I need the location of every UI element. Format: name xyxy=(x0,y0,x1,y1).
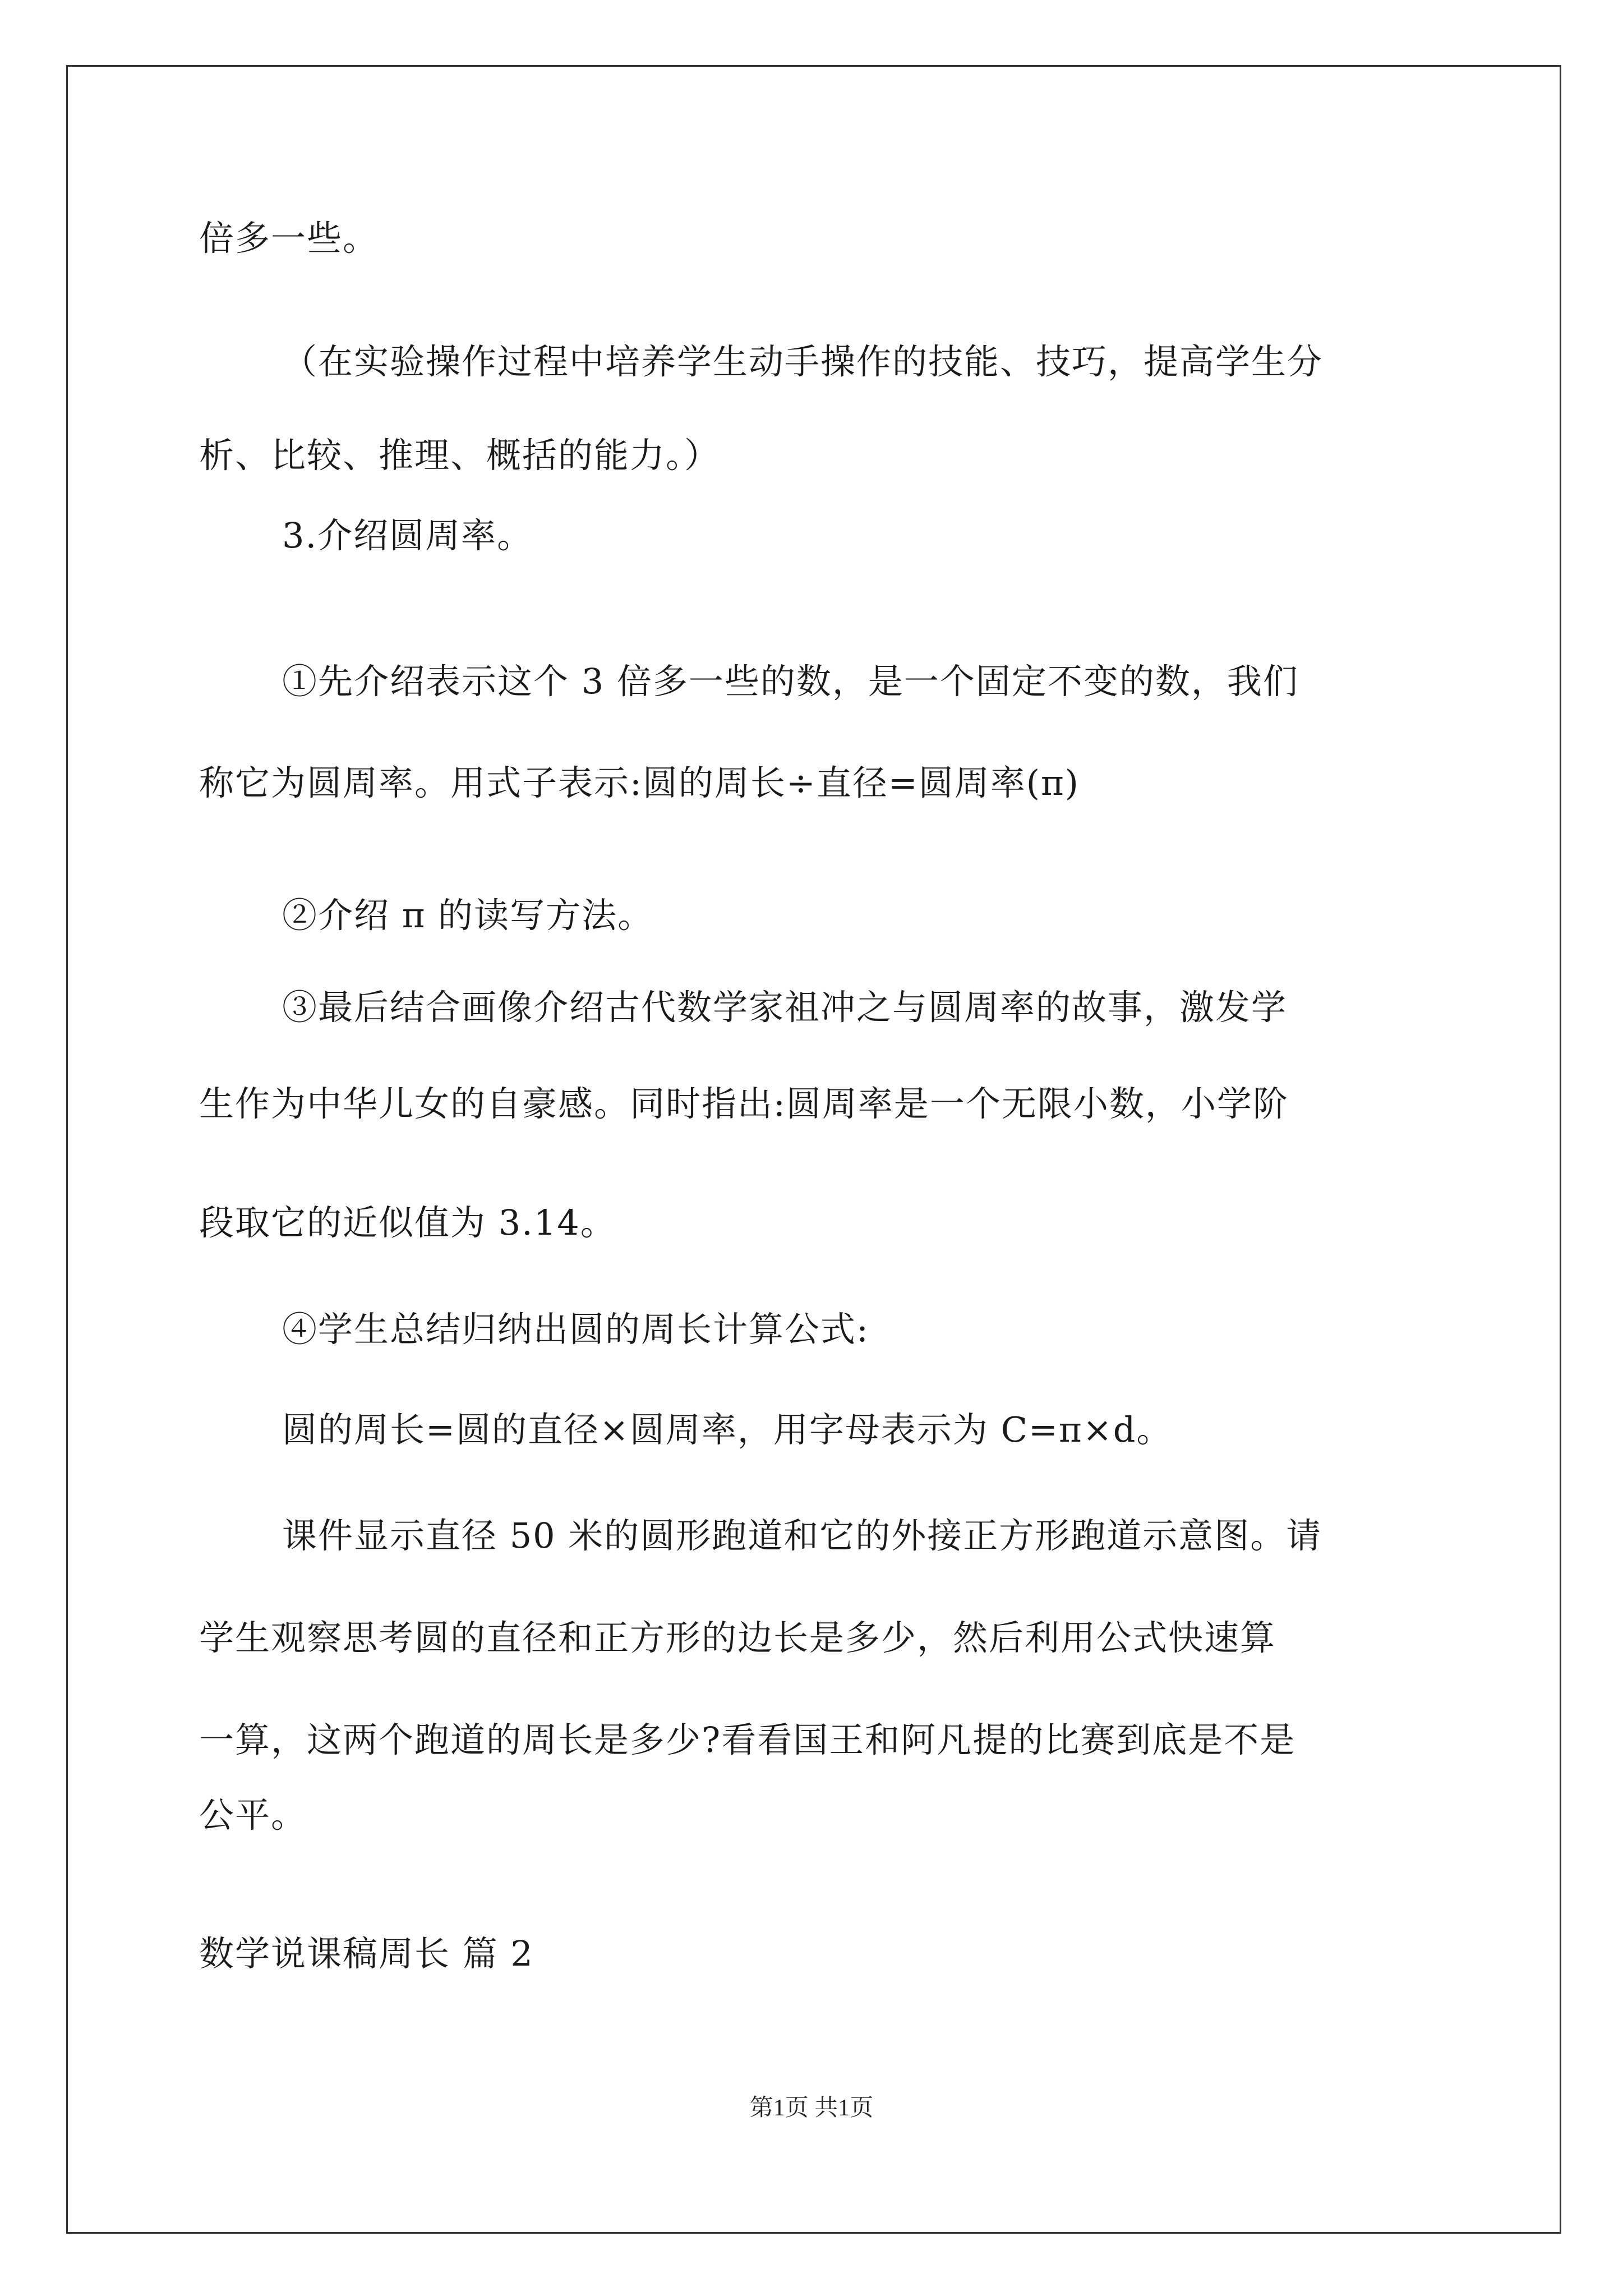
text-line: 生作为中华儿女的自豪感。同时指出:圆周率是一个无限小数，小学阶 xyxy=(199,1083,1289,1124)
text-line: 一算，这两个跑道的周长是多少?看看国王和阿凡提的比赛到底是不是 xyxy=(199,1719,1296,1760)
text-line: 段取它的近似值为 3.14。 xyxy=(199,1202,616,1243)
page-footer: 第1页 共1页 xyxy=(749,2095,874,2121)
text-line: 称它为圆周率。用式子表示:圆的周长÷直径=圆周率(π) xyxy=(199,762,1080,803)
text-line: 课件显示直径 50 米的圆形跑道和它的外接正方形跑道示意图。请 xyxy=(282,1515,1322,1556)
page-border xyxy=(66,65,1561,2234)
text-line: ①先介绍表示这个 3 倍多一些的数，是一个固定不变的数，我们 xyxy=(282,661,1299,702)
text-line: （在实验操作过程中培养学生动手操作的技能、技巧，提高学生分 xyxy=(282,341,1324,382)
section-heading: 数学说课稿周长 篇 2 xyxy=(199,1933,534,1974)
text-line: ②介绍 π 的读写方法。 xyxy=(282,895,654,936)
text-line: 析、比较、推理、概括的能力。） xyxy=(199,435,721,476)
text-line: 3.介绍圆周率。 xyxy=(282,515,533,556)
text-line: ④学生总结归纳出圆的周长计算公式: xyxy=(282,1309,869,1350)
text-line: 学生观察思考圆的直径和正方形的边长是多少，然后利用公式快速算 xyxy=(199,1617,1276,1658)
text-line: 圆的周长=圆的直径×圆周率，用字母表示为 C=π×d。 xyxy=(282,1409,1173,1450)
text-line: ③最后结合画像介绍古代数学家祖冲之与圆周率的故事，激发学 xyxy=(282,987,1288,1028)
text-line: 公平。 xyxy=(199,1795,307,1835)
text-line: 倍多一些。 xyxy=(199,218,379,259)
